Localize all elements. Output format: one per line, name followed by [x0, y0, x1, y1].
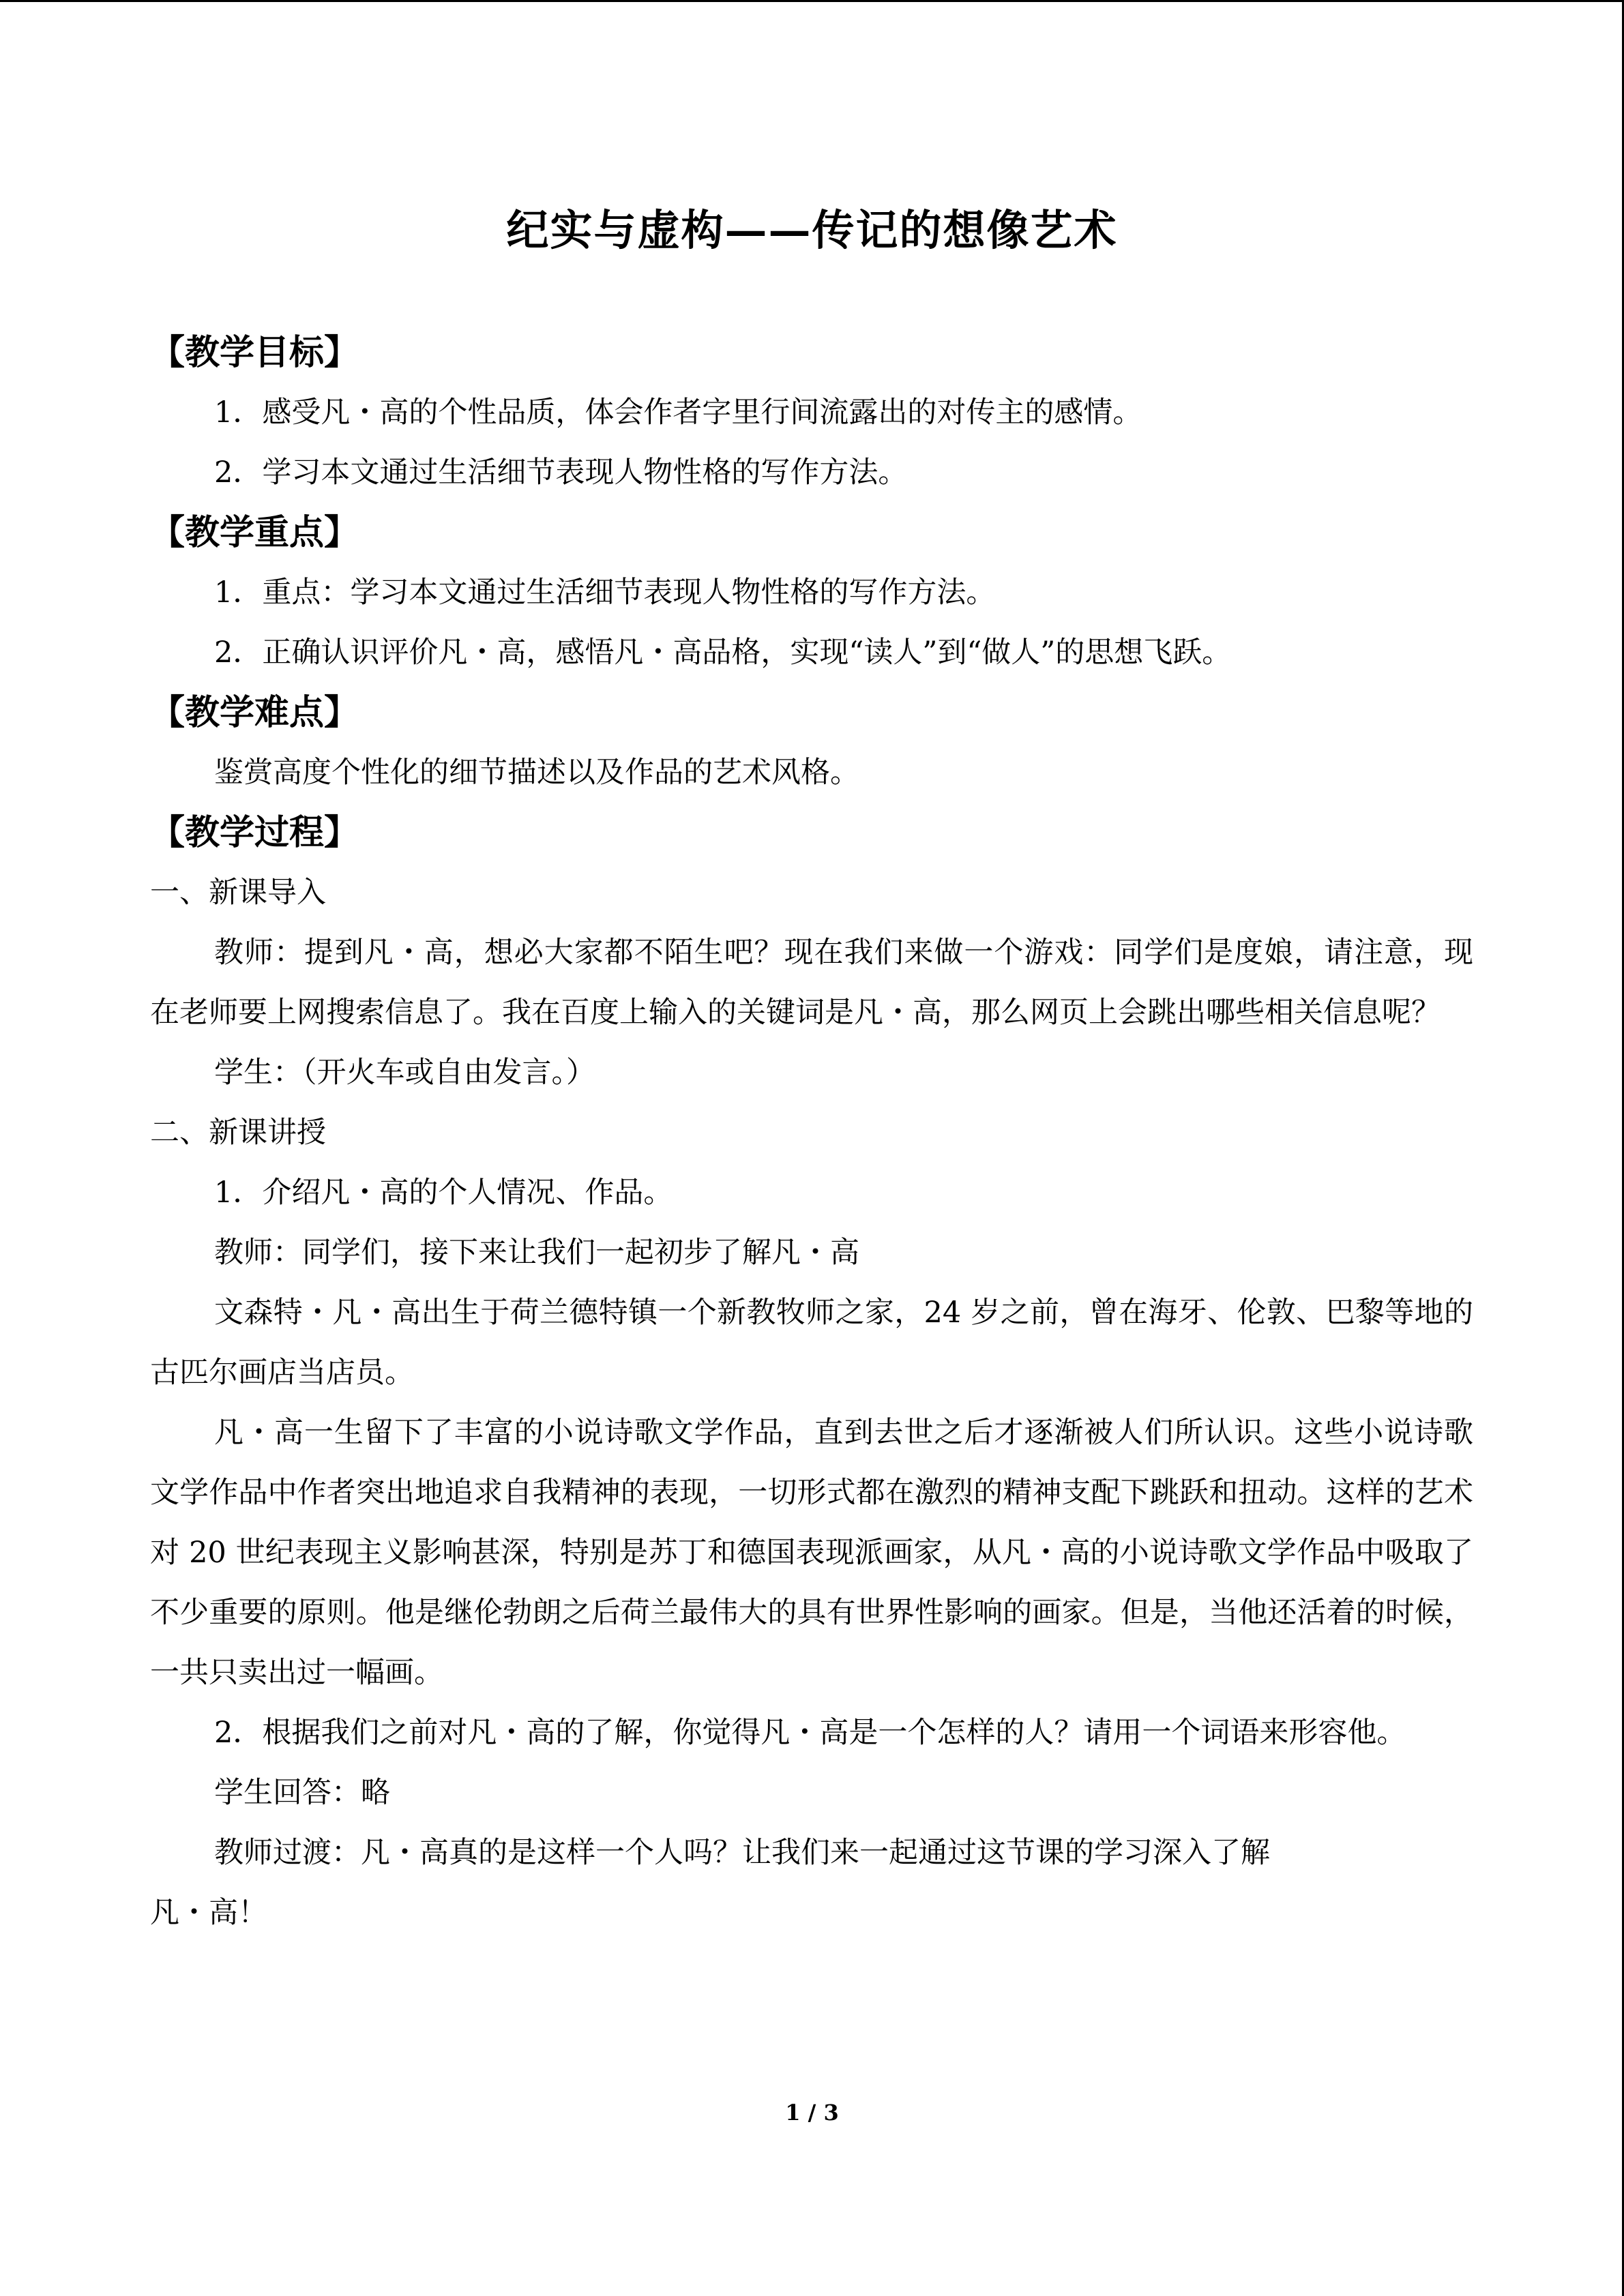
process-heading: 【教学过程】: [150, 812, 359, 853]
process-part2-title: 二、新课讲授: [150, 1116, 326, 1150]
process-part2-item2: 2．根据我们之前对凡・高的了解，你觉得凡・高是一个怎样的人？请用一个词语来形容他。: [214, 1716, 1406, 1750]
difficulty-item: 鉴赏高度个性化的细节描述以及作品的艺术风格。: [214, 756, 859, 790]
document-body: [150, 323, 1473, 1943]
difficulties-heading: 【教学难点】: [150, 692, 359, 733]
process-part1-teacher: 教师：提到凡・高，想必大家都不陌生吧？现在我们来做一个游戏：同学们是度娘，请注意，现在老师要上网搜索信息了。我在百度上输入的关键词是凡・高，那么网页上会跳出哪些相关信息呢？: [150, 936, 1473, 1030]
process-part2-bio2: 凡・高一生留下了丰富的小说诗歌文学作品，直到去世之后才逐渐被人们所认识。这些小说诗歌文学作品中作者突出地追求自我精神的表现，一切形式都在激烈的精神支配下跳跃和扭动。这样的艺术对 20 世纪表现主义影响甚深，特别是苏丁和德国表现派画家，从凡・高的小说诗歌文学作品中吸取了不少重要的原则。他是继伦勃朗之后荷兰最伟大的具有世界性影响的画家。但是，当他还活着的时候，一共只卖出过一幅画。: [150, 1416, 1473, 1690]
process-part1-student: 学生：（开火车或自由发言。）: [214, 1056, 595, 1090]
process-part2-student: 学生回答：略: [214, 1776, 390, 1810]
process-part2-transition-line1: 教师过渡：凡・高真的是这样一个人吗？让我们来一起通过这节课的学习深入了解: [214, 1836, 1270, 1870]
key-point-item: 2．正确认识评价凡・高，感悟凡・高品格，实现“读人”到“做人”的思想飞跃。: [214, 636, 1232, 670]
process-part2-item1: 1．介绍凡・高的个人情况、作品。: [214, 1176, 673, 1210]
process-part1-title: 一、新课导入: [150, 876, 326, 910]
objective-item: 2．学习本文通过生活细节表现人物性格的写作方法。: [214, 456, 908, 490]
key-point-item: 1．重点：学习本文通过生活细节表现人物性格的写作方法。: [214, 576, 996, 610]
process-part2-teacher1: 教师：同学们，接下来让我们一起初步了解凡・高: [214, 1236, 859, 1270]
key-points-heading: 【教学重点】: [150, 512, 359, 553]
objectives-heading: 【教学目标】: [150, 332, 359, 373]
page-number: 1 / 3: [785, 2100, 839, 2126]
process-part2-bio1: 文森特・凡・高出生于荷兰德特镇一个新教牧师之家，24 岁之前，曾在海牙、伦敦、巴黎等地的古匹尔画店当店员。: [150, 1296, 1473, 1390]
objective-item: 1．感受凡・高的个性品质，体会作者字里行间流露出的对传主的感情。: [214, 396, 1142, 430]
process-part2-transition-line2: 凡・高！: [150, 1896, 267, 1930]
page-title: 纪实与虚构——传记的想像艺术: [506, 205, 1118, 255]
